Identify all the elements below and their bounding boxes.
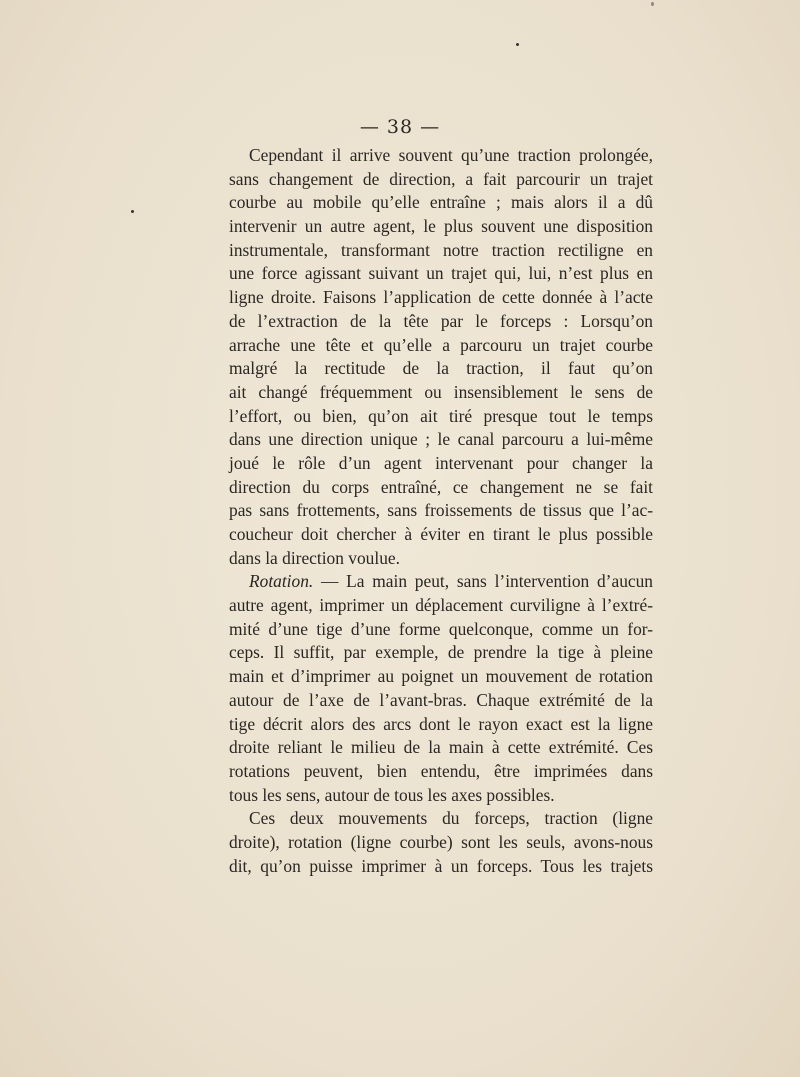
text-line — [229, 831, 653, 855]
text-line-content: intervenir un autre agent, le plus souvent une disposition — [229, 216, 653, 237]
text-line — [229, 452, 653, 476]
text-line — [229, 239, 653, 263]
text-line-content: joué le rôle d’un agent intervenant pour changer la — [229, 452, 653, 473]
text-line — [229, 144, 653, 168]
text-line — [229, 855, 653, 879]
text-line-content: tous les sens, autour de tous les axes possibles. — [229, 784, 555, 805]
text-line — [229, 665, 653, 689]
text-line-content: l’effort, ou bien, qu’on ait tiré presque tout le temps — [229, 405, 653, 426]
text-line — [229, 547, 653, 571]
text-line — [229, 760, 653, 784]
text-line-content: droite reliant le milieu de la main à cette extrémité. Ces — [229, 737, 653, 758]
section-heading: Rotation. — [249, 571, 314, 592]
text-line — [229, 405, 653, 429]
text-line-content: arrache une tête et qu’elle a parcouru un trajet courbe — [229, 334, 653, 355]
text-line-content: Cependant il arrive souvent qu’une traction prolongée, — [249, 145, 653, 165]
ink-speck — [516, 43, 519, 46]
text-line — [229, 381, 653, 405]
text-line — [229, 499, 653, 523]
text-line-content: mité d’une tige d’une forme quelconque, comme un for- — [229, 618, 653, 639]
text-line-content: instrumentale, transformant notre traction rectiligne en — [229, 239, 653, 260]
text-line-content: dans la direction voulue. — [229, 547, 400, 568]
text-line-content: malgré la rectitude de la traction, il faut qu’on — [229, 358, 653, 379]
text-line — [229, 357, 653, 381]
text-line — [229, 428, 653, 452]
text-line-content: ceps. Il suffit, par exemple, de prendre la tige à pleine — [229, 642, 653, 663]
page-number: — 38 — — [359, 116, 441, 138]
text-line-content: ligne droite. Faisons l’application de cette donnée à l’acte — [229, 287, 653, 308]
text-line — [229, 523, 653, 547]
text-line-content: coucheur doit chercher à éviter en tirant le plus possible — [229, 524, 653, 544]
text-line-content: une force agissant suivant un trajet qui, lui, n’est plus en — [229, 263, 653, 284]
text-line — [229, 191, 653, 215]
text-line — [229, 689, 653, 713]
text-line — [229, 570, 653, 594]
text-line-content: autre agent, imprimer un déplacement curviligne à l’extré- — [229, 595, 653, 616]
text-line — [229, 476, 653, 500]
text-line-content: droite), rotation (ligne courbe) sont les seuls, avons-nous — [229, 831, 653, 852]
text-line — [229, 713, 653, 737]
text-line-content: dans une direction unique ; le canal parcouru a lui-même — [229, 429, 653, 450]
text-line — [229, 641, 653, 665]
text-line — [229, 618, 653, 642]
text-line-content: Ces deux mouvements du forceps, traction (ligne — [249, 808, 653, 829]
text-line-content: de l’extraction de la tête par le forceps : Lorsqu’on — [229, 310, 653, 331]
text-line — [229, 784, 653, 808]
text-line-content: rotations peuvent, bien entendu, être imprimées dans — [229, 760, 653, 781]
text-line-content: sans changement de direction, a fait parcourir un trajet — [229, 168, 653, 189]
text-line-content: — La main peut, sans l’intervention d’aucun — [313, 571, 653, 592]
text-line — [229, 262, 653, 286]
text-line-content: direction du corps entraîné, ce changement ne se fait — [229, 476, 653, 497]
ink-speck — [131, 210, 134, 213]
text-line-content: courbe au mobile qu’elle entraîne ; mais alors il a dû — [229, 192, 653, 213]
text-line-content: pas sans frottements, sans froissements de tissus que l’ac- — [229, 500, 653, 521]
text-line-content: main et d’imprimer au poignet un mouvement de rotation — [229, 666, 653, 687]
ink-speck — [651, 2, 654, 6]
text-line — [229, 168, 653, 192]
text-line-content: autour de l’axe de l’avant-bras. Chaque extrémité de la — [229, 689, 653, 710]
text-line — [229, 334, 653, 358]
text-line — [229, 310, 653, 334]
text-line-content: tige décrit alors des arcs dont le rayon exact est la ligne — [229, 713, 653, 734]
text-line-content: ait changé fréquemment ou insensiblement le sens de — [229, 381, 653, 402]
body-text — [229, 144, 653, 878]
text-line — [229, 594, 653, 618]
text-line — [229, 215, 653, 239]
text-line — [229, 286, 653, 310]
text-line — [229, 736, 653, 760]
text-line — [229, 807, 653, 831]
text-line-content: dit, qu’on puisse imprimer à un forceps. Tous les trajets — [229, 855, 653, 876]
